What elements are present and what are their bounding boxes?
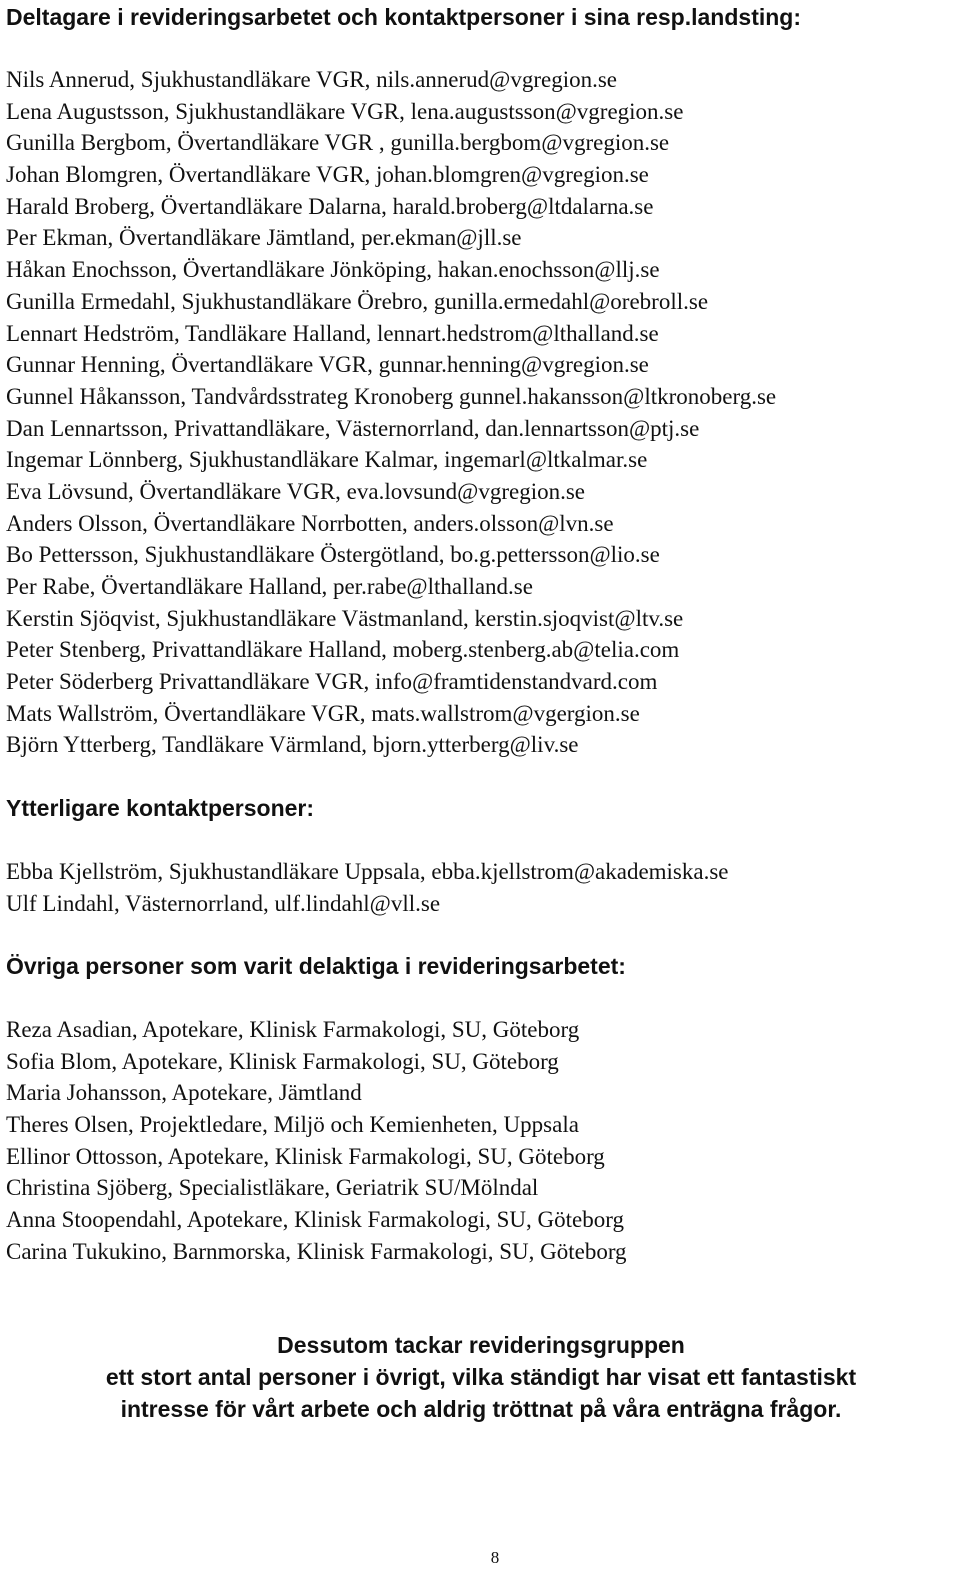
participant-entry: Gunnel Håkansson, Tandvårdsstrateg Kronoberg gunnel.hakansson@ltkronoberg.se: [6, 383, 777, 409]
participants-list: [6, 64, 776, 761]
closing-line: ett stort antal personer i övrigt, vilka ständigt har visat ett fantastiskt: [105, 1364, 857, 1390]
participant-entry: Harald Broberg, Övertandläkare Dalarna, harald.broberg@ltdalarna.se: [6, 193, 654, 219]
contact-entry: Ebba Kjellström, Sjukhustandläkare Uppsala, ebba.kjellstrom@akademiska.se: [6, 859, 729, 884]
others-list: [6, 1014, 627, 1268]
participant-entry: Per Rabe, Övertandläkare Halland, per.rabe@lthalland.se: [6, 574, 533, 599]
closing-line: Dessutom tackar revideringsgruppen: [277, 1332, 685, 1358]
participant-entry: Dan Lennartsson, Privattandläkare, Västernorrland, dan.lennartsson@ptj.se: [6, 415, 700, 441]
participant-entry: Anders Olsson, Övertandläkare Norrbotten, anders.olsson@lvn.se: [6, 510, 614, 536]
closing-line: intresse för vårt arbete och aldrig tröttnat på våra enträgna frågor.: [120, 1396, 842, 1422]
participant-entry: Kerstin Sjöqvist, Sjukhustandläkare Västmanland, kerstin.sjoqvist@ltv.se: [6, 605, 684, 631]
participant-entry: Håkan Enochsson, Övertandläkare Jönköping, hakan.enochsson@llj.se: [6, 257, 660, 283]
participant-entry: Lennart Hedström, Tandläkare Halland, lennart.hedstrom@lthalland.se: [6, 320, 659, 346]
closing-acknowledgement: [6, 1329, 956, 1425]
participant-entry: Bo Pettersson, Sjukhustandläkare Östergötland, bo.g.pettersson@lio.se: [6, 542, 660, 568]
participant-entry: Peter Söderberg Privattandläkare VGR, info@framtidenstandvard.com: [6, 669, 658, 695]
additional-contacts-heading: Ytterligare kontaktpersoner:: [6, 795, 315, 821]
others-heading: Övriga personer som varit delaktiga i revideringsarbetet:: [6, 953, 626, 979]
participant-entry: Lena Augustsson, Sjukhustandläkare VGR, lena.augustsson@vgregion.se: [6, 98, 684, 124]
other-person-entry: Ellinor Ottosson, Apotekare, Klinisk Farmakologi, SU, Göteborg: [6, 1143, 605, 1169]
participant-entry: Ingemar Lönnberg, Sjukhustandläkare Kalmar, ingemarl@ltkalmar.se: [6, 447, 648, 473]
other-person-entry: Maria Johansson, Apotekare, Jämtland: [6, 1080, 362, 1106]
other-person-entry: Theres Olsen, Projektledare, Miljö och Kemienheten, Uppsala: [6, 1112, 579, 1138]
other-person-entry: Christina Sjöberg, Specialistläkare, Geriatrik SU/Mölndal: [6, 1175, 539, 1201]
other-person-entry: Carina Tukukino, Barnmorska, Klinisk Farmakologi, SU, Göteborg: [6, 1238, 627, 1264]
participant-entry: Nils Annerud, Sjukhustandläkare VGR, nils.annerud@vgregion.se: [6, 67, 618, 92]
participant-entry: Peter Stenberg, Privattandläkare Halland, moberg.stenberg.ab@telia.com: [6, 637, 680, 663]
participant-entry: Mats Wallström, Övertandläkare VGR, mats.wallstrom@vgergion.se: [6, 700, 640, 726]
participant-entry: Johan Blomgren, Övertandläkare VGR, johan.blomgren@vgregion.se: [6, 162, 649, 188]
other-person-entry: Reza Asadian, Apotekare, Klinisk Farmakologi, SU, Göteborg: [6, 1017, 580, 1042]
participant-entry: Gunilla Ermedahl, Sjukhustandläkare Örebro, gunilla.ermedahl@orebroll.se: [6, 288, 709, 314]
participant-entry: Per Ekman, Övertandläkare Jämtland, per.ekman@jll.se: [6, 225, 522, 251]
participants-heading: Deltagare i revideringsarbetet och kontaktpersoner i sina resp.landsting:: [6, 4, 802, 30]
participant-entry: Eva Lövsund, Övertandläkare VGR, eva.lovsund@vgregion.se: [6, 478, 586, 504]
other-person-entry: Anna Stoopendahl, Apotekare, Klinisk Farmakologi, SU, Göteborg: [6, 1207, 624, 1233]
participant-entry: Gunnar Henning, Övertandläkare VGR, gunnar.henning@vgregion.se: [6, 352, 649, 378]
additional-contacts-list: [6, 856, 729, 919]
contact-entry: Ulf Lindahl, Västernorrland, ulf.lindahl@vll.se: [6, 890, 441, 916]
page-number: 8: [490, 1548, 500, 1567]
participant-entry: Gunilla Bergbom, Övertandläkare VGR , gunilla.bergbom@vgregion.se: [6, 130, 670, 156]
other-person-entry: Sofia Blom, Apotekare, Klinisk Farmakologi, SU, Göteborg: [6, 1048, 559, 1074]
participant-entry: Björn Ytterberg, Tandläkare Värmland, bjorn.ytterberg@liv.se: [6, 732, 579, 758]
